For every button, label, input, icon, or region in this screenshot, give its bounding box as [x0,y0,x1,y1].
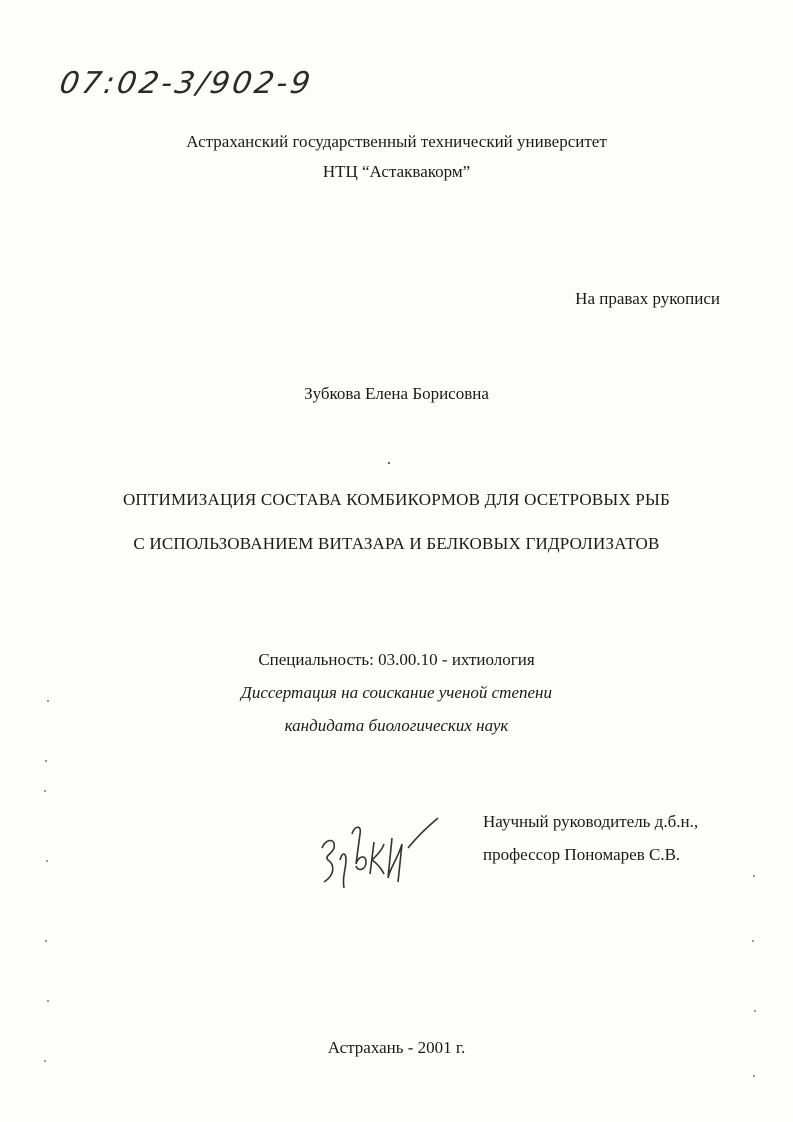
author-signature [312,808,442,898]
research-center-name: НТЦ “Астаквакорм” [322,162,471,181]
scan-speck [44,1060,46,1062]
degree-line-2: кандидата биологических наук [284,716,509,735]
thesis-title-line-2: С ИСПОЛЬЗОВАНИЕМ ВИТАЗАРА И БЕЛКОВЫХ ГИДРОЛИЗАТОВ [133,534,660,553]
thesis-title-line-1: ОПТИМИЗАЦИЯ СОСТАВА КОМБИКОРМОВ ДЛЯ ОСЕТРОВЫХ РЫБ [122,490,671,509]
supervisor-line-1: Научный руководитель д.б.н., [483,812,699,831]
scan-speck [752,940,754,942]
author-name: Зубкова Елена Борисовна [304,384,489,403]
supervisor-line-2: профессор Пономарев С.В. [483,845,681,864]
scan-speck [753,1075,755,1077]
scan-speck [754,1010,756,1012]
city-year: Астрахань - 2001 г. [327,1038,466,1057]
scan-speck [45,940,47,942]
scan-speck [46,860,48,862]
scan-speck [45,760,47,762]
specialty: Специальность: 03.00.10 - ихтиология [258,650,535,669]
stray-dot [388,462,390,464]
scan-speck [44,790,46,792]
degree-line-1: Диссертация на соискание ученой степени [241,683,552,702]
scan-speck [47,1000,49,1002]
archive-code-handwritten: 07:02-3/902-9 [56,66,316,101]
signature-text: Зубк [312,808,314,809]
university-name: Астраханский государственный технический университет [186,132,607,151]
scan-speck [47,700,49,702]
scan-speck [753,875,755,877]
rights-note: На правах рукописи [575,289,720,308]
